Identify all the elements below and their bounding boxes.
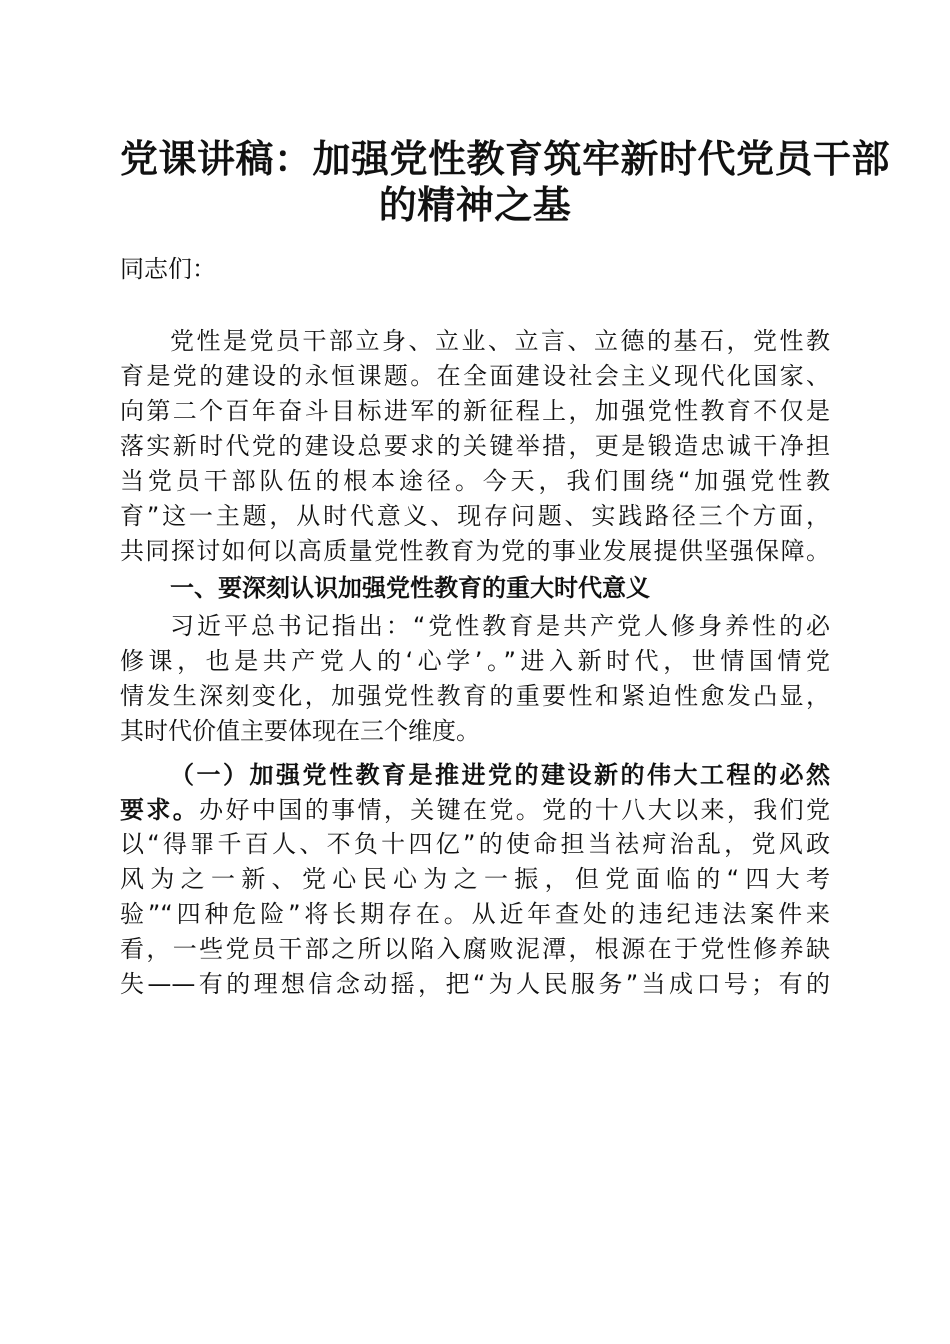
subsection1-line: 以“得罪千百人、不负十四亿”的使命担当祛疴治乱，党风政 xyxy=(120,830,830,858)
subsection-heading-1-end: 要求。 xyxy=(120,795,200,824)
intro-line: 共同探讨如何以高质量党性教育为党的事业发展提供坚强保障。 xyxy=(120,537,830,565)
intro-line: 当党员干部队伍的根本途径。今天，我们围绕“加强党性教 xyxy=(120,467,830,495)
section1-line: 情发生深刻变化，加强党性教育的重要性和紧迫性愈发凸显， xyxy=(120,682,830,710)
section1-line: 修课，也是共产党人的‘心学’。”进入新时代，世情国情党 xyxy=(120,647,830,675)
intro-line: 党性是党员干部立身、立业、立言、立德的基石，党性教 xyxy=(170,327,830,355)
intro-line: 落实新时代党的建设总要求的关键举措，更是锻造忠诚干净担 xyxy=(120,432,830,460)
section-heading-1: 一、要深刻认识加强党性教育的重大时代意义 xyxy=(170,574,650,602)
subsection1-line xyxy=(120,792,830,828)
section1-line: 其时代价值主要体现在三个维度。 xyxy=(120,717,480,745)
subsection1-line: 验”“四种危险”将长期存在。从近年查处的违纪违法案件来 xyxy=(120,900,830,928)
document-title-line-2: 的精神之基 xyxy=(378,182,572,227)
subsection-heading-1: （一）加强党性教育是推进党的建设新的伟大工程的必然 xyxy=(170,760,830,789)
section1-line: 习近平总书记指出：“党性教育是共产党人修身养性的必 xyxy=(170,612,830,640)
subsection1-line: 失——有的理想信念动摇，把“为人民服务”当成口号；有的 xyxy=(120,970,830,998)
intro-line: 向第二个百年奋斗目标进军的新征程上，加强党性教育不仅是 xyxy=(120,397,830,425)
subsection1-text: 办好中国的事情，关键在党。党的十八大以来，我们党 xyxy=(199,796,831,824)
subsection1-line: 看，一些党员干部之所以陷入腐败泥潭，根源在于党性修养缺 xyxy=(120,935,830,963)
subsection1-line: 风为之一新、党心民心为之一振，但党面临的“四大考 xyxy=(120,865,830,893)
intro-line: 育”这一主题，从时代意义、现存问题、实践路径三个方面， xyxy=(120,502,830,530)
salutation: 同志们： xyxy=(120,255,216,283)
document-title-line-1: 党课讲稿：加强党性教育筑牢新时代党员干部 xyxy=(120,136,891,181)
intro-line: 育是党的建设的永恒课题。在全面建设社会主义现代化国家、 xyxy=(120,362,830,390)
